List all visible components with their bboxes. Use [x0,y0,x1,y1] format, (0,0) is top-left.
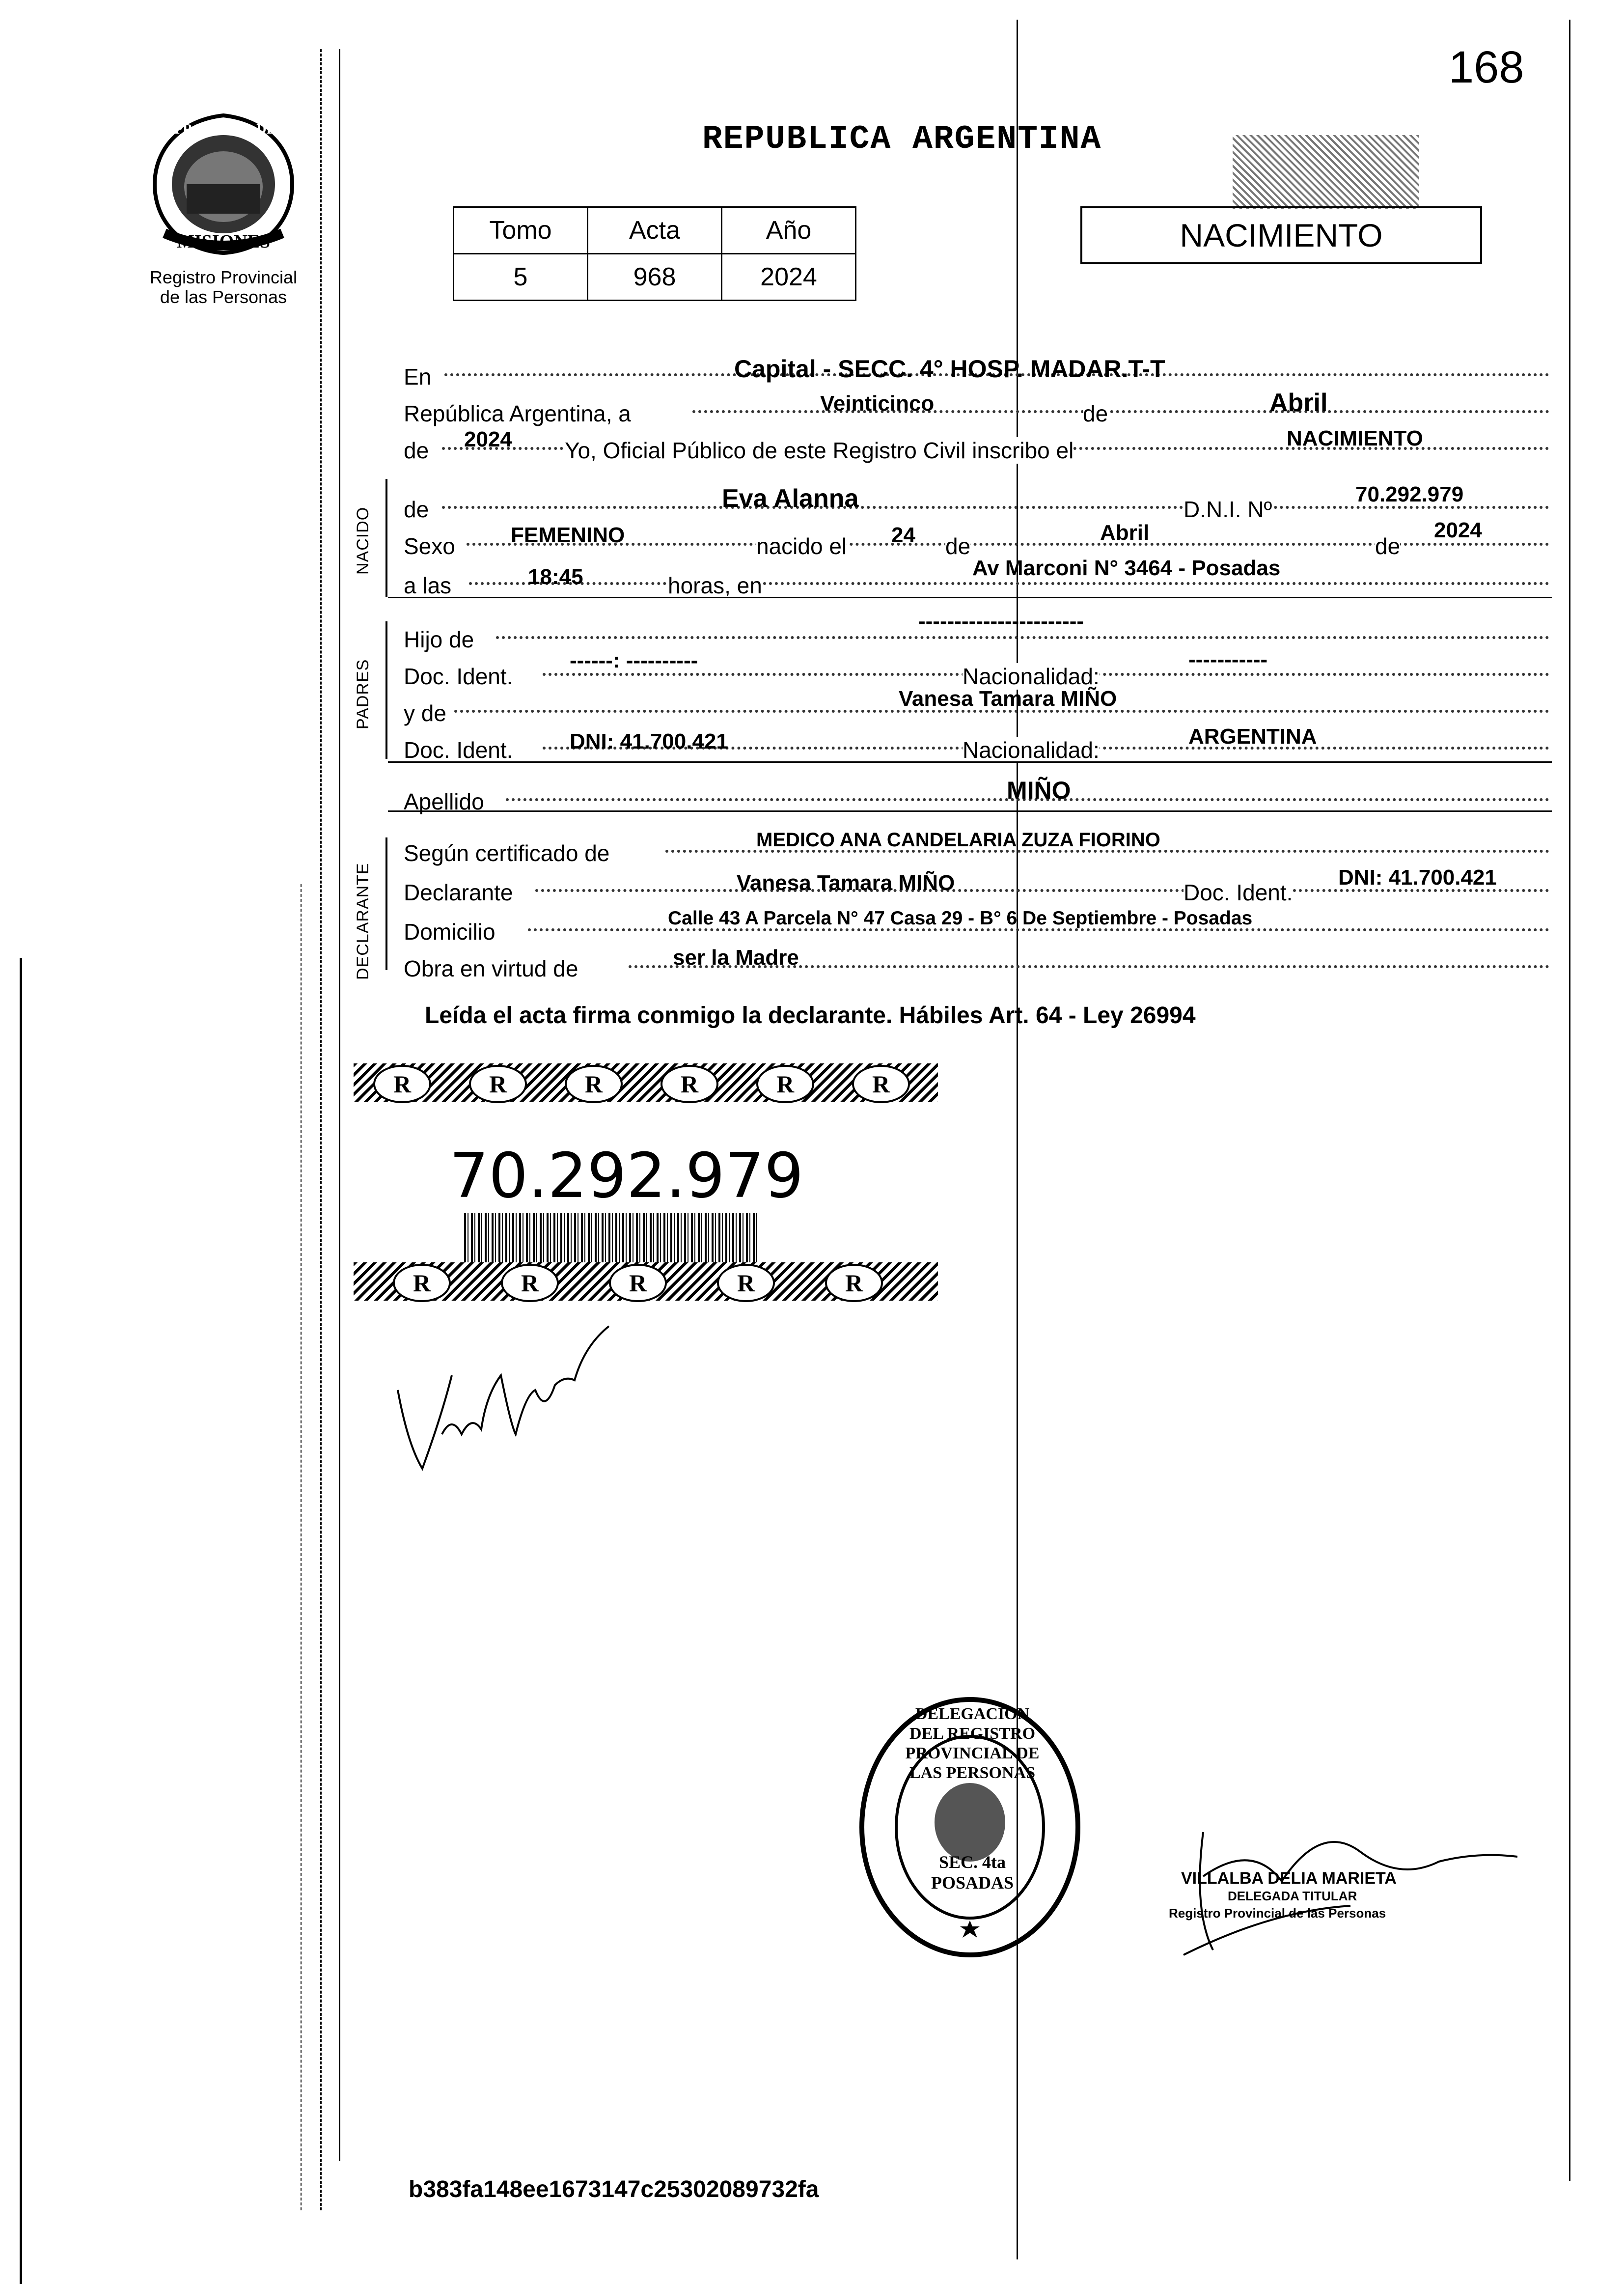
value-domicilio: Calle 43 A Parcela N° 47 Casa 29 - B° 6 De Septiembre - Posadas [668,908,1253,929]
barcode-number: 70.292.979 [449,1140,804,1212]
act-type-box: NACIMIENTO [1080,206,1482,264]
section-separator [388,761,1552,763]
label-obra: Obra en virtud de [404,956,578,981]
value-acta: 968 [588,254,722,301]
value-nac-anio: 2024 [1434,518,1482,542]
label-de: de [404,438,429,463]
label-de: de [1375,533,1401,559]
seal-text-bottom: MISIONES [177,231,271,252]
page-number: 168 [1449,42,1524,92]
label-doc-ident: Doc. Ident. [1184,880,1293,905]
value-anio: 2024 [464,427,512,451]
header-acta: Acta [588,207,722,254]
value-tomo: 5 [454,254,588,301]
r-logo-icon: R [717,1264,775,1302]
label-republica: República Argentina, a [404,401,631,426]
value-madre-nac: ARGENTINA [1188,724,1317,749]
r-logo-icon: R [393,1264,451,1302]
value-nac-mes: Abril [1100,521,1150,545]
label-de: de [1083,401,1108,426]
r-logo-icon: R [501,1264,559,1302]
section-bracket [385,837,387,970]
value-madre-doc: DNI: 41.700.421 [570,729,728,753]
security-stripe-top [354,1063,938,1102]
seal-ring-text: DELEGACION DEL REGISTRO PROVINCIAL DE LAS PERSONAS [905,1705,1040,1782]
value-dia: Veinticinco [820,391,935,416]
side-label-padres: PADRES [354,659,372,729]
header-tomo: Tomo [454,207,588,254]
section-bracket [385,479,387,597]
right-margin-line [1569,20,1570,2181]
label-domicilio: Domicilio [404,919,495,945]
value-ano: 2024 [722,254,856,301]
label-declarante: Declarante [404,880,513,905]
value-obra: ser la Madre [673,946,799,970]
value-mes: Abril [1269,389,1328,417]
r-logo-icon: R [373,1065,431,1103]
dotted-line [496,636,1549,639]
left-dashed-line [320,49,322,2210]
label-dni: D.N.I. Nº [1184,497,1272,522]
section-bracket [385,621,387,759]
label-apellido: Apellido [404,789,484,814]
value-nac-dia: 24 [891,523,915,547]
value-certificado: MEDICO ANA CANDELARIA ZUZA FIORINO [756,829,1160,851]
seal-inner-text: SEC. 4ta POSADAS [931,1852,1014,1893]
r-logo-icon: R [756,1065,814,1103]
label-a-las: a las [404,573,452,598]
official-organization: Registro Provincial de las Personas [1169,1906,1386,1921]
value-padre: ----------------------- [918,609,1084,633]
seal-text-top: PROVINCIA DE [174,122,276,137]
label-y-de: y de [404,700,446,726]
label-nacido-el: nacido el [756,533,847,559]
left-margin-line [339,49,340,2161]
r-logo-icon: R [469,1065,527,1103]
label-yo: Yo, Oficial Público de este Registro Civil inscribo el [565,438,1074,463]
value-madre: Vanesa Tamara MIÑO [899,687,1117,711]
value-nombre: Eva Alanna [722,484,859,513]
label-nacionalidad: Nacionalidad: [963,737,1100,763]
value-declarante-doc: DNI: 41.700.421 [1338,865,1497,890]
value-padre-doc: ------: ---------- [570,648,698,672]
label-hijo-de: Hijo de [404,627,474,652]
value-dni: 70.292.979 [1355,482,1464,506]
r-logo-icon: R [852,1065,910,1103]
tomo-acta-ano-table [453,206,856,301]
r-logo-icon: R [825,1264,883,1302]
value-padre-nac: ----------- [1188,647,1268,671]
value-sexo: FEMENINO [511,523,625,547]
document-heading: REPUBLICA ARGENTINA [702,120,1102,158]
label-nacionalidad: Nacionalidad: [963,664,1100,689]
value-apellido: MIÑO [1007,777,1071,804]
section-separator [388,597,1552,598]
label-doc-ident: Doc. Ident. [404,737,513,763]
side-label-declarante: DECLARANTE [354,863,372,980]
scan-edge-line [20,958,22,2284]
r-logo-icon: R [661,1065,718,1103]
label-sexo: Sexo [404,533,455,559]
value-inscribe: NACIMIENTO [1287,426,1423,450]
r-logo-icon: R [565,1065,623,1103]
value-hora: 18:45 [528,565,583,589]
official-title: DELEGADA TITULAR [1228,1889,1357,1903]
label-horas-en: horas, en [668,573,762,598]
declarant-signature [388,1316,624,1478]
label-de: de [404,497,429,522]
dotted-line [469,582,1549,585]
official-name: VILLALBA DELIA MARIETA [1181,1869,1397,1888]
document-hash: b383fa148ee1673147c25302089732fa [409,2176,819,2202]
value-lugar: Capital - SECC. 4° HOSP. MADAR.T-T [734,355,1165,383]
label-de: de [945,533,971,559]
registry-line-2: de las Personas [160,287,287,307]
registry-name [110,268,336,307]
section-separator [388,810,1552,812]
registry-line-1: Registro Provincial [149,267,298,287]
label-doc-ident: Doc. Ident. [404,664,513,689]
left-dashed-line-2 [301,884,302,2210]
label-en: En [404,364,432,390]
side-label-nacido: NACIDO [354,506,372,575]
value-domicilio-nac: Av Marconi N° 3464 - Posadas [972,556,1281,580]
security-stamp [1233,135,1419,209]
value-declarante: Vanesa Tamara MIÑO [737,871,955,895]
r-logo-icon: R [609,1264,667,1302]
closing-statement: Leída el acta firma conmigo la declarante. Hábiles Art. 64 - Ley 26994 [425,1003,1196,1029]
barcode [464,1213,759,1267]
header-ano: Año [722,207,856,254]
label-segun: Según certificado de [404,840,610,866]
